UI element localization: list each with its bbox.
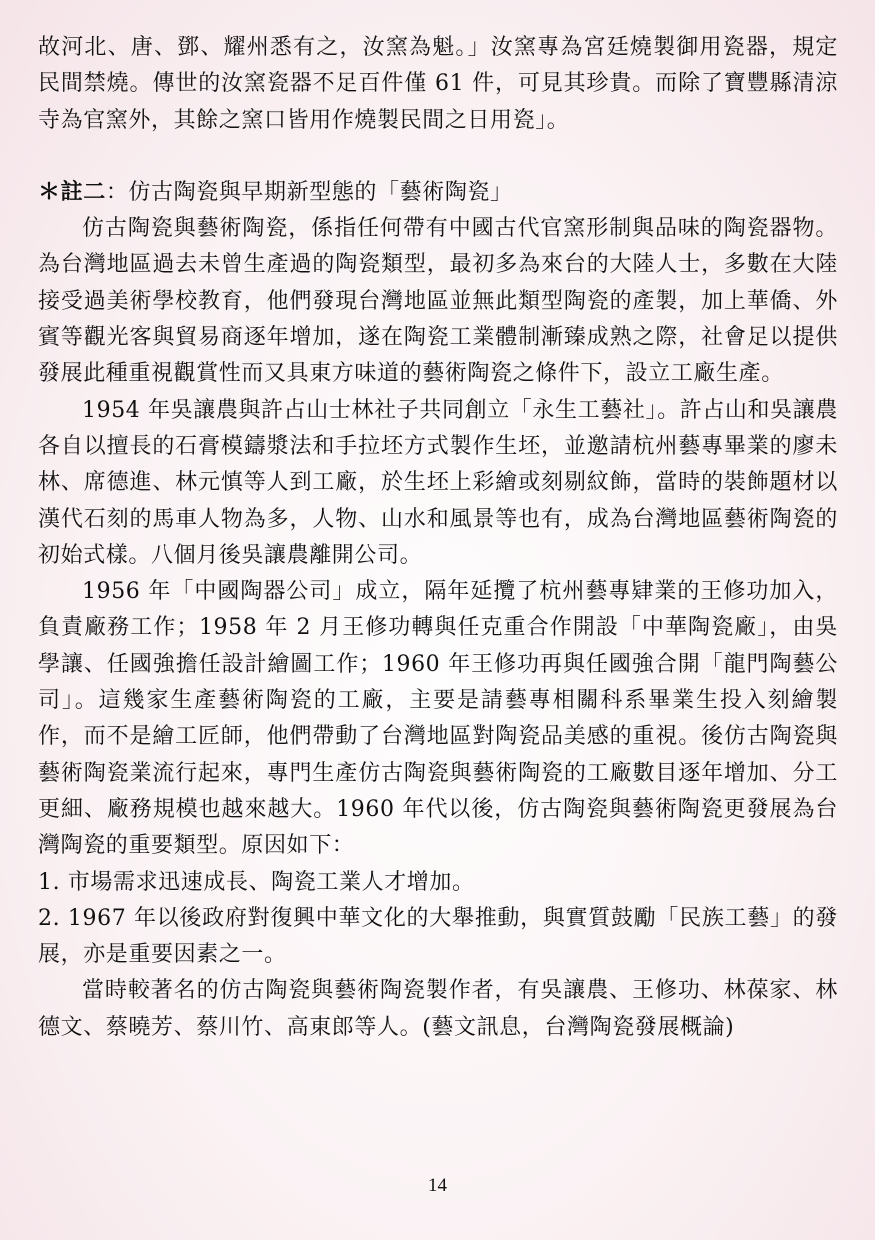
note-mark: ＊註二 [38, 179, 106, 205]
list-item-1: 1. 市場需求迅速成長、陶瓷工業人才增加。 [38, 869, 475, 895]
list-item-2: 2. 1967 年以後政府對復興中華文化的大舉推動，與實質鼓勵「民族工藝」的發展，亦是重要因素之一。 [38, 905, 838, 968]
paragraph-1956: 1956 年「中國陶器公司」成立，隔年延攬了杭州藝專肄業的王修功加入，負責廠務工作；1958 年 2 月王修功轉與任克重合作開設「中華陶瓷廠」，由吳學讓、任國強擔任設計繪圖工作；1960 年王修功再與任國強合開「龍門陶藝公司」。這幾家生產藝術陶瓷的工廠，主要是請藝專相關科系畢業生投入刻繪製作，而不是繪工匠師，他們帶動了台灣地區對陶瓷品美感的重視。後仿古陶瓷與藝術陶瓷業流行起來，專門生產仿古陶瓷與藝術陶瓷的工廠數目逐年增加、分工更細、廠務規模也越來越大。1960 年代以後，仿古陶瓷與藝術陶瓷更發展為台灣陶瓷的重要類型。原因如下： [38, 579, 838, 859]
paragraph-definition: 仿古陶瓷與藝術陶瓷，係指任何帶有中國古代官窯形制與品味的陶瓷器物。為台灣地區過去未曾生產過的陶瓷類型，最初多為來台的大陸人士，多數在大陸接受過美術學校教育，他們發現台灣地區並無此類型陶瓷的產製，加上華僑、外賓等觀光客與貿易商逐年增加，遂在陶瓷工業體制漸臻成熟之際，社會足以提供發展此種重視觀賞性而又具東方味道的藝術陶瓷之條件下，設立工廠生產。 [38, 216, 838, 387]
intro-paragraph: 故河北、唐、鄧、耀州悉有之，汝窯為魁。」汝窯專為宮廷燒製御用瓷器，規定民間禁燒。傳世的汝窯瓷器不足百件僅 61 件，可見其珍貴。而除了寶豐縣清涼寺為官窯外，其餘之窯口皆用作燒製民間之日用瓷」。 [38, 35, 838, 133]
note-title: ：仿古陶瓷與早期新型態的「藝術陶瓷」 [105, 179, 513, 205]
note-heading [38, 175, 838, 211]
closing-paragraph: 當時較著名的仿古陶瓷與藝術陶瓷製作者，有吳讓農、王修功、林葆家、林德文、蔡曉芳、蔡川竹、高東郎等人。(藝文訊息，台灣陶瓷發展概論) [38, 978, 838, 1040]
body-text [38, 30, 838, 1046]
section-gap [38, 139, 838, 175]
page-number: 14 [428, 1175, 447, 1196]
paragraph-1954: 1954 年吳讓農與許占山士林社子共同創立「永生工藝社」。許占山和吳讓農各自以擅長的石膏模鑄漿法和手拉坯方式製作生坯，並邀請杭州藝專畢業的廖未林、席德進、林元慎等人到工廠，於生坯上彩繪或刻剔紋飾，當時的裝飾題材以漢代石刻的馬車人物為多，人物、山水和風景等也有，成為台灣地區藝術陶瓷的初始式樣。八個月後吳讓農離開公司。 [38, 397, 838, 568]
